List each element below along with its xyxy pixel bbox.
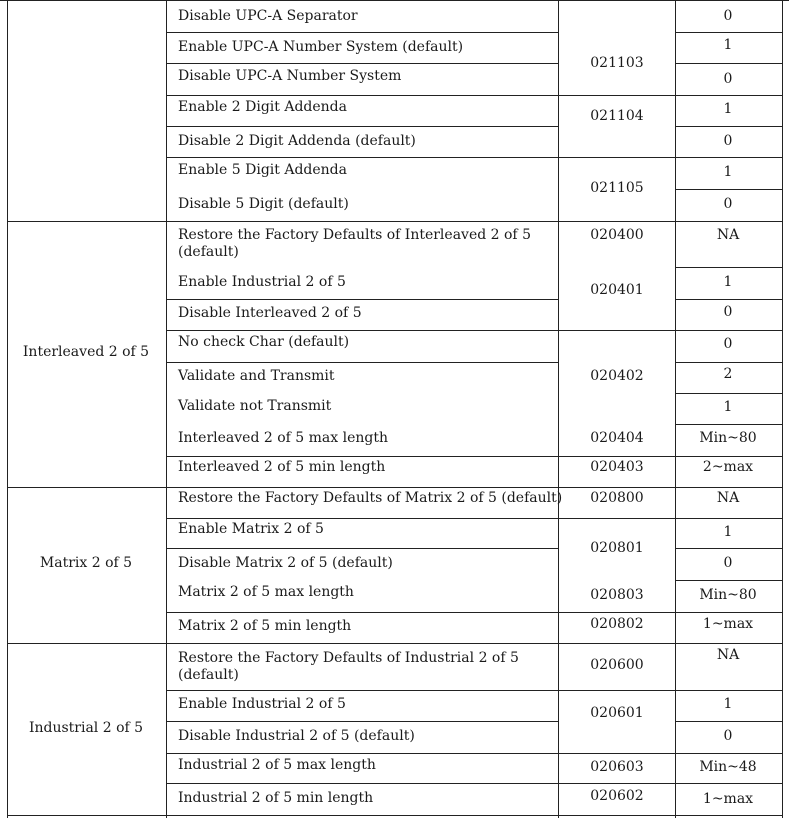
row-divider	[166, 32, 559, 33]
row-divider	[166, 95, 783, 96]
row-divider	[675, 548, 783, 549]
setting-label: Matrix 2 of 5 min length	[178, 618, 352, 634]
setting-value: NA	[716, 227, 740, 243]
row-divider	[166, 456, 783, 457]
setting-value: NA	[716, 647, 740, 663]
setting-value: 0	[723, 8, 733, 24]
setting-label: Disable UPC-A Number System	[178, 68, 402, 84]
setting-code: 021105	[590, 180, 644, 196]
setting-value: 1	[723, 399, 733, 415]
setting-value: 0	[723, 133, 733, 149]
setting-label: Restore the Factory Defaults of Industrial 2 of 5 (default)	[178, 650, 519, 683]
row-divider	[166, 362, 559, 363]
setting-label: Validate not Transmit	[178, 398, 332, 414]
setting-code: 020404	[590, 430, 644, 446]
setting-label: Enable Industrial 2 of 5	[178, 274, 346, 290]
row-divider	[675, 424, 783, 425]
row-divider	[675, 580, 783, 581]
row-divider	[166, 157, 783, 158]
column-divider-description	[558, 0, 559, 818]
row-divider	[166, 690, 783, 691]
row-divider	[166, 126, 559, 127]
row-divider	[166, 63, 559, 64]
setting-label: Enable 5 Digit Addenda	[178, 162, 347, 178]
setting-label: Enable 2 Digit Addenda	[178, 99, 347, 115]
setting-value: Min~48	[699, 759, 757, 775]
setting-code: 020800	[590, 490, 644, 506]
group-divider	[7, 221, 783, 222]
setting-value: 1	[723, 164, 733, 180]
row-divider	[675, 362, 783, 363]
row-divider	[675, 299, 783, 300]
setting-value: 1~max	[702, 616, 754, 632]
column-divider-group	[166, 0, 167, 818]
group-label: Interleaved 2 of 5	[22, 344, 150, 360]
table-border-bottom	[7, 815, 783, 816]
row-divider	[675, 267, 783, 268]
setting-value: 0	[723, 196, 733, 212]
setting-value: Min~80	[699, 430, 757, 446]
setting-label: Industrial 2 of 5 min length	[178, 790, 374, 806]
setting-label: Disable 2 Digit Addenda (default)	[178, 133, 416, 149]
setting-value: NA	[716, 490, 740, 506]
row-divider	[166, 612, 783, 613]
group-label: Matrix 2 of 5	[39, 555, 133, 571]
setting-code: 020400	[590, 227, 644, 243]
setting-value: 0	[723, 555, 733, 571]
row-divider	[0, 0, 789, 1]
setting-label: No check Char (default)	[178, 334, 350, 350]
setting-code: 020403	[590, 459, 644, 475]
column-divider-code	[675, 0, 676, 818]
setting-value: 1	[723, 101, 733, 117]
setting-code: 020401	[590, 282, 644, 298]
setting-label: Interleaved 2 of 5 max length	[178, 430, 388, 446]
setting-code: 020402	[590, 368, 644, 384]
setting-code: 020801	[590, 540, 644, 556]
row-divider	[166, 518, 783, 519]
setting-label: Disable Matrix 2 of 5 (default)	[178, 555, 393, 571]
setting-label: Validate and Transmit	[178, 368, 335, 384]
setting-label: Enable Matrix 2 of 5	[178, 521, 324, 537]
setting-value: 0	[723, 728, 733, 744]
setting-code: 020802	[590, 616, 644, 632]
row-divider	[166, 299, 559, 300]
setting-value: 0	[723, 336, 733, 352]
row-divider	[675, 32, 783, 33]
setting-label: Disable Industrial 2 of 5 (default)	[178, 728, 415, 744]
setting-label: Enable UPC-A Number System (default)	[178, 39, 464, 55]
row-divider	[166, 783, 783, 784]
setting-value: Min~80	[699, 587, 757, 603]
row-divider	[675, 393, 783, 394]
setting-label: Matrix 2 of 5 max length	[178, 584, 354, 600]
row-divider	[166, 548, 559, 549]
setting-label: Interleaved 2 of 5 min length	[178, 459, 386, 475]
setting-value: 1	[723, 524, 733, 540]
table-border-right	[782, 0, 783, 818]
setting-value: 2~max	[702, 459, 754, 475]
setting-value: 0	[723, 71, 733, 87]
setting-label: Disable UPC-A Separator	[178, 8, 358, 24]
row-divider	[675, 721, 783, 722]
setting-label: Disable 5 Digit (default)	[178, 196, 349, 212]
row-divider	[675, 63, 783, 64]
setting-code: 021103	[590, 55, 644, 71]
setting-value: 1~max	[702, 791, 754, 807]
setting-code: 020602	[590, 788, 644, 804]
table-border-left	[7, 0, 8, 818]
setting-label: Disable Interleaved 2 of 5	[178, 305, 362, 321]
row-divider	[166, 330, 783, 331]
setting-label: Industrial 2 of 5 max length	[178, 757, 376, 773]
setting-code: 020601	[590, 705, 644, 721]
setting-code: 021104	[590, 108, 644, 124]
group-divider	[7, 643, 783, 644]
setting-value: 1	[723, 274, 733, 290]
setting-value: 0	[723, 304, 733, 320]
row-divider	[675, 126, 783, 127]
row-divider	[166, 721, 559, 722]
setting-label: Restore the Factory Defaults of Interleaved 2 of 5 (default)	[178, 227, 531, 260]
setting-label: Restore the Factory Defaults of Matrix 2 of 5 (default)	[178, 490, 563, 506]
setting-code: 020803	[590, 587, 644, 603]
group-label: Industrial 2 of 5	[28, 720, 144, 736]
group-divider	[7, 487, 783, 488]
row-divider	[675, 189, 783, 190]
setting-value: 1	[723, 37, 733, 53]
setting-code: 020603	[590, 759, 644, 775]
row-divider	[166, 753, 783, 754]
setting-value: 1	[723, 696, 733, 712]
setting-code: 020600	[590, 657, 644, 673]
setting-label: Enable Industrial 2 of 5	[178, 696, 346, 712]
setting-value: 2	[723, 366, 733, 382]
